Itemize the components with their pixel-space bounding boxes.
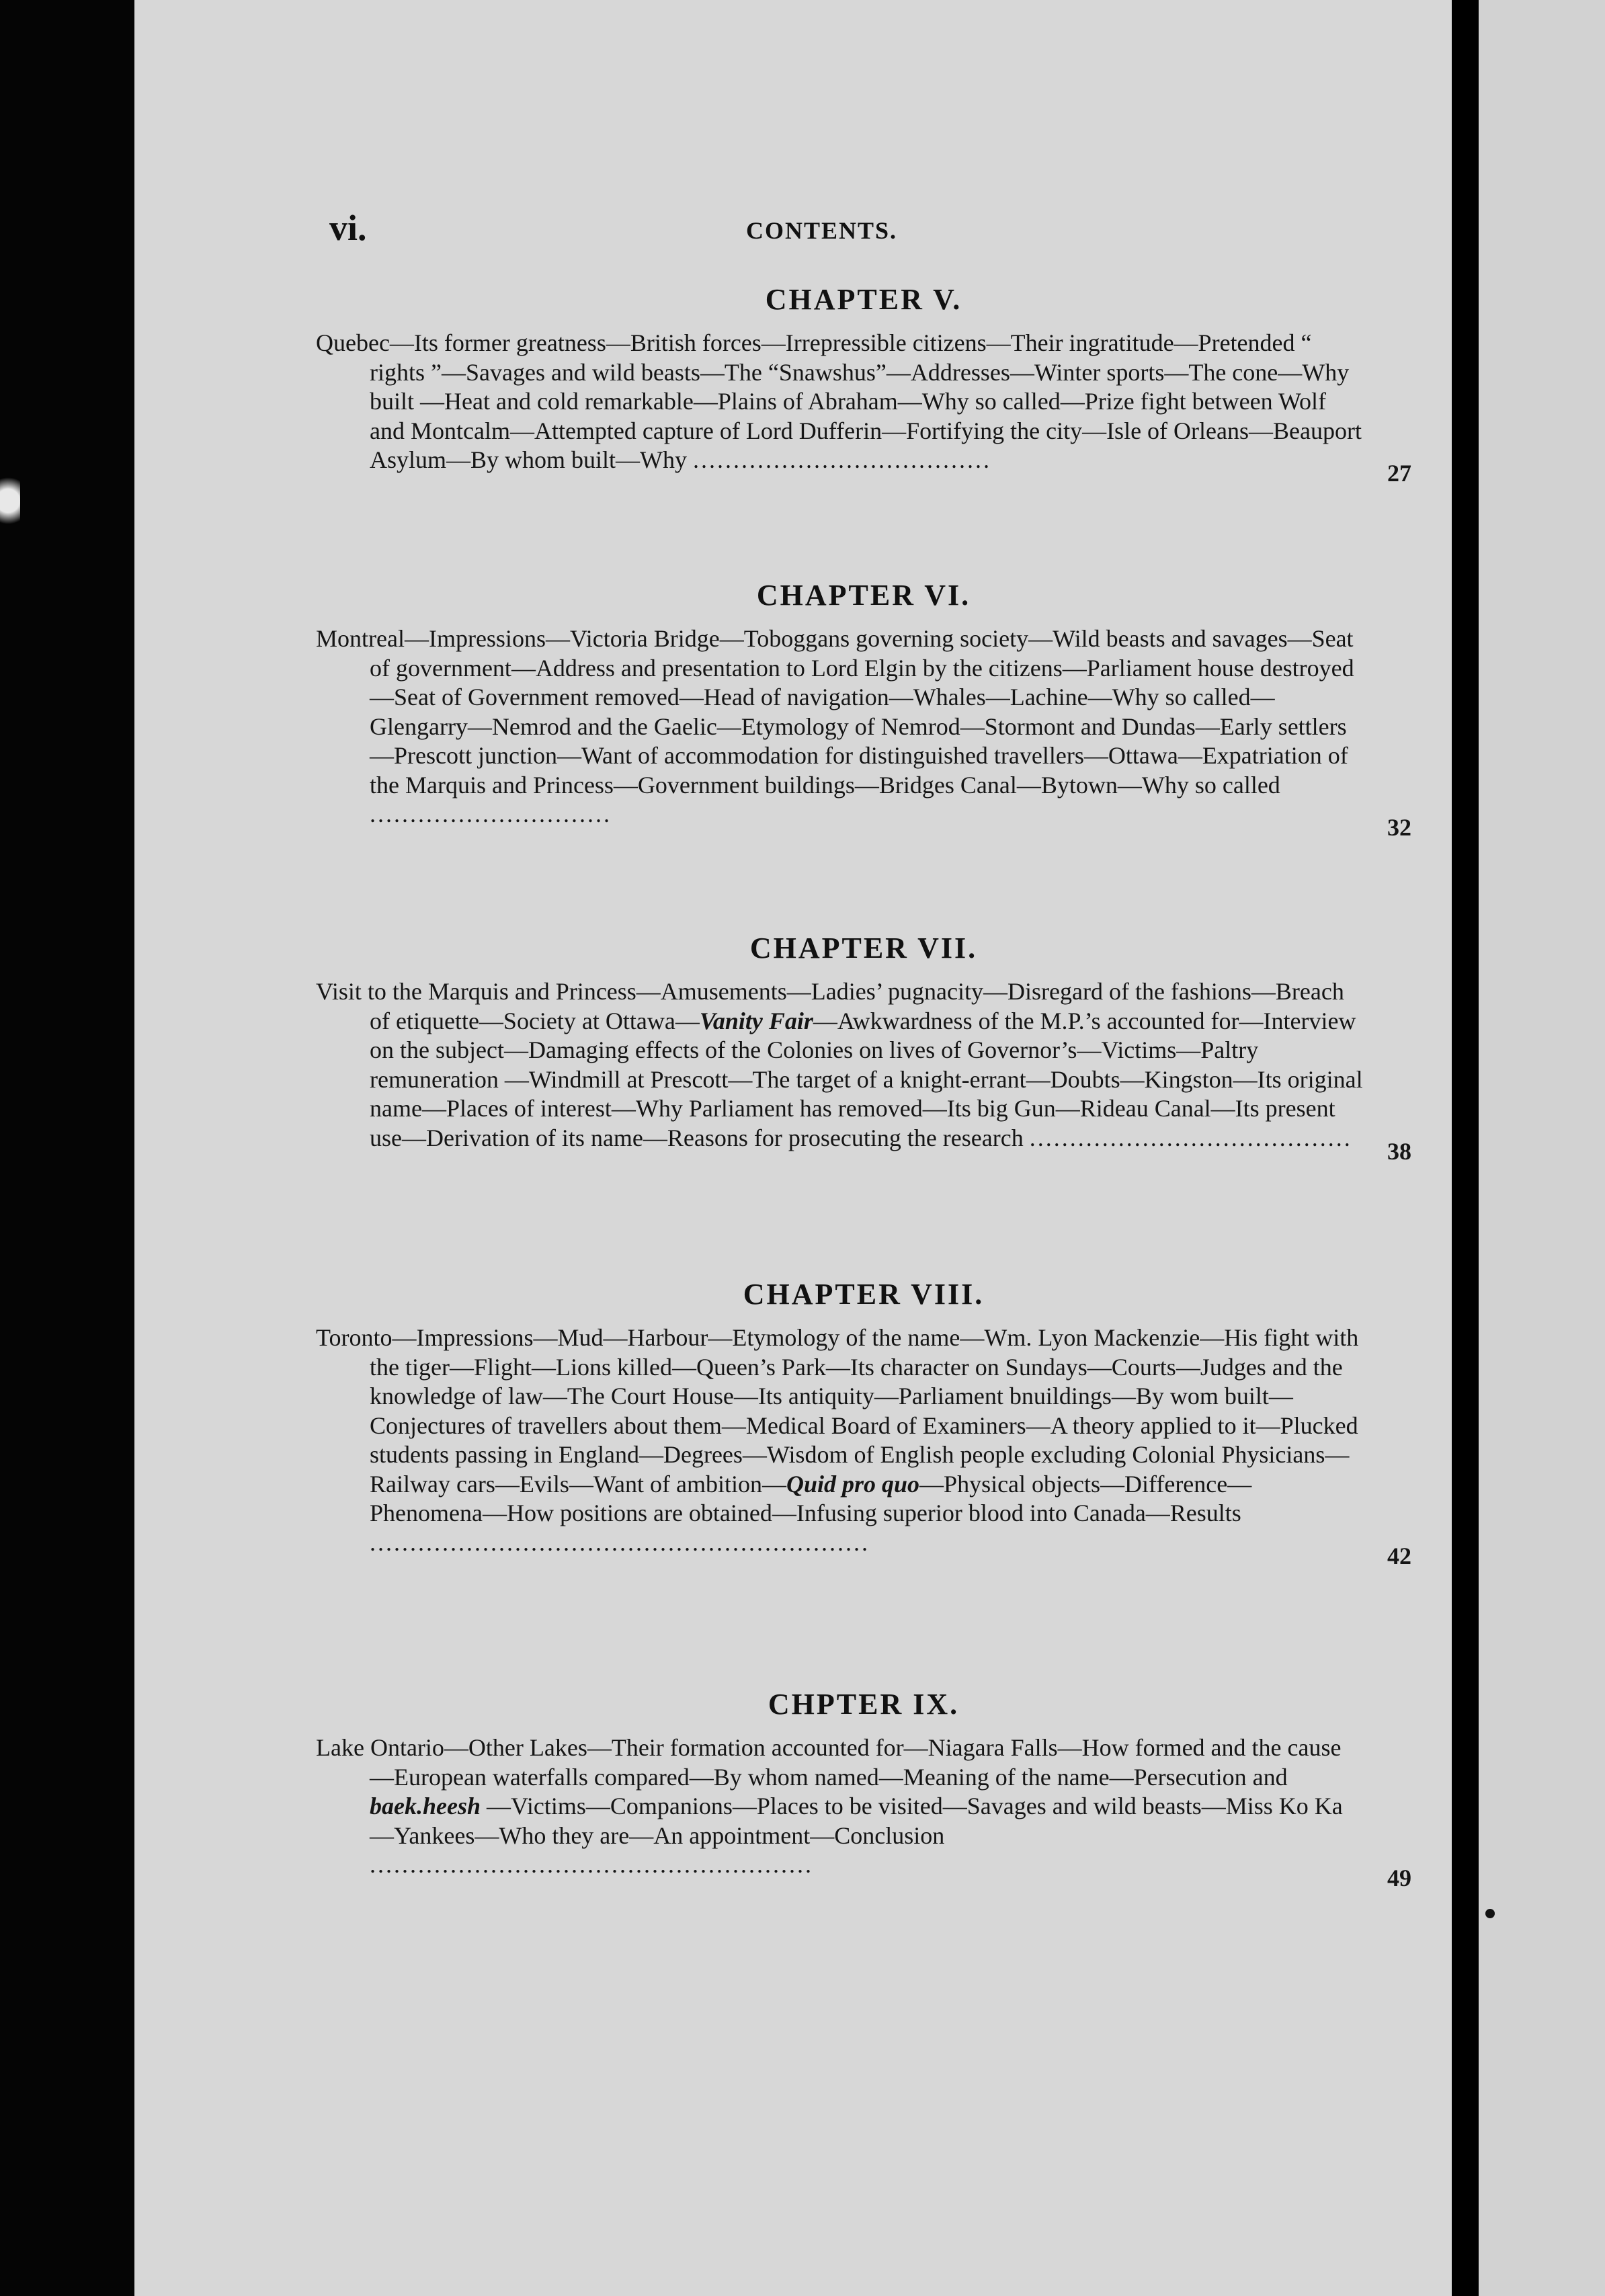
chapter-synopsis xyxy=(316,1733,1411,1891)
running-title: CONTENTS. xyxy=(746,217,898,244)
chapter-v xyxy=(316,282,1411,487)
dot-leader: ........................................ xyxy=(1029,1124,1352,1151)
page-number: 38 xyxy=(1387,1137,1411,1165)
synopsis-text-cont: —Physical objects—Difference—Phenomena—How positions are obtained—Infusing superior blood into Canada—Results xyxy=(370,1470,1252,1526)
page-number: 32 xyxy=(1387,814,1411,841)
page-number: 27 xyxy=(1387,460,1411,487)
italic-word: baek.heesh xyxy=(370,1793,481,1819)
italic-title: Vanity Fair xyxy=(699,1007,813,1034)
ink-dot xyxy=(1485,1909,1495,1918)
dot-leader: ..................................... xyxy=(693,446,992,473)
synopsis-text: Montreal—Impressions—Victoria Bridge—Toboggans governing society—Wild beasts and savages—Seat of government—Address and presentation to Lord Elgin by the citizens—Parliament house destroyed—Seat of Government removed—Head of navigation—Whales—Lachine—Why so called—Glengarry—Nemrod and the Gaelic—Etymology of Nemrod—Stormont and Dundas—Early settlers—Prescott junction—Want of accommodation for distinguished travellers—Ottawa—Expatriation of the Marquis and Princess—Government buildings—Bridges Canal—Bytown—Why so called xyxy=(316,625,1354,798)
gutter-shadow xyxy=(1452,0,1479,2296)
chapter-synopsis xyxy=(316,329,1411,487)
running-head xyxy=(134,202,1452,255)
synopsis-text-cont: —Victims—Companions—Places to be visited—Savages and wild beasts—Miss Ko Ka—Yankees—Who they are—An appointment—Conclusion xyxy=(370,1793,1343,1849)
adjacent-page-edge xyxy=(1479,0,1605,2296)
chapter-title: CHAPTER V. xyxy=(765,283,962,316)
chapter-title: CHAPTER VII. xyxy=(749,932,978,965)
chapter-synopsis xyxy=(316,977,1411,1165)
synopsis-text: Lake Ontario—Other Lakes—Their formation accounted for—Niagara Falls—How formed and the cause—European waterfalls compared—By whom named—Meaning of the name—Persecution and xyxy=(316,1734,1342,1791)
chapter-title: CHAPTER VI. xyxy=(756,579,971,612)
dot-leader: .............................................................. xyxy=(370,1528,870,1556)
synopsis-text-cont: —Awkwardness of the M.P.’s accounted for—Interview on the subject—Damaging effects of the Colonies on lives of Governor’s—Victims—Paltry remuneration —Windmill at Prescott—The target of a knight-errant—Doubts—Kingston—Its original name—Places of interest—Why Parliament has removed—Its big Gun—Rideau Canal—Its present use—Derivation of its name—Reasons for prosecuting the research xyxy=(370,1007,1363,1151)
page-folio: vi. xyxy=(329,208,367,248)
page-number: 49 xyxy=(1387,1864,1411,1891)
chapter-vi xyxy=(316,578,1411,841)
synopsis-text: Toronto—Impressions—Mud—Harbour—Etymology of the name—Wm. Lyon Mackenzie—His fight with the tiger—Flight—Lions killed—Queen’s Park—Its character on Sundays—Courts—Judges and the knowledge of law—The Court House—Its antiquity—Parliament bnuildings—By wom built—Conjectures of travellers about them—Medical Board of Examiners—A theory applied to it—Plucked students passing in England—Degrees—Wisdom of English people excluding Colonial Physicians—Railway cars—Evils—Want of ambition— xyxy=(316,1324,1359,1498)
italic-phrase: Quid pro quo xyxy=(786,1470,920,1498)
scan-speck xyxy=(0,464,20,538)
synopsis-text: Visit to the Marquis and Princess—Amusements—Ladies’ pugnacity—Disregard of the fashions—Breach of etiquette—Society at Ottawa— xyxy=(316,978,1344,1034)
chapter-viii xyxy=(316,1277,1411,1569)
chapter-ix xyxy=(316,1687,1411,1891)
chapter-synopsis xyxy=(316,1323,1411,1569)
dot-leader: .............................. xyxy=(370,801,612,827)
chapter-synopsis xyxy=(316,624,1411,841)
page-number: 42 xyxy=(1387,1542,1411,1569)
chapter-title: CHAPTER VIII. xyxy=(743,1278,985,1311)
synopsis-text: Quebec—Its former greatness—British forces—Irrepressible citizens—Their ingratitude—Pretended “ rights ”—Savages and wild beasts—The “Snawshus”—Addresses—Winter sports—The cone—Why built —Heat and cold remarkable—Plains of Abraham—Why so called—Prize fight between Wolf and Montcalm—Attempted capture of Lord Dufferin—Fortifying the city—Isle of Orleans—Beauport Asylum—By whom built—Why xyxy=(316,329,1362,473)
dot-leader: ....................................................... xyxy=(370,1851,813,1878)
chapter-title: CHPTER IX. xyxy=(768,1688,960,1721)
contents-page xyxy=(134,0,1452,2296)
chapter-vii xyxy=(316,931,1411,1165)
